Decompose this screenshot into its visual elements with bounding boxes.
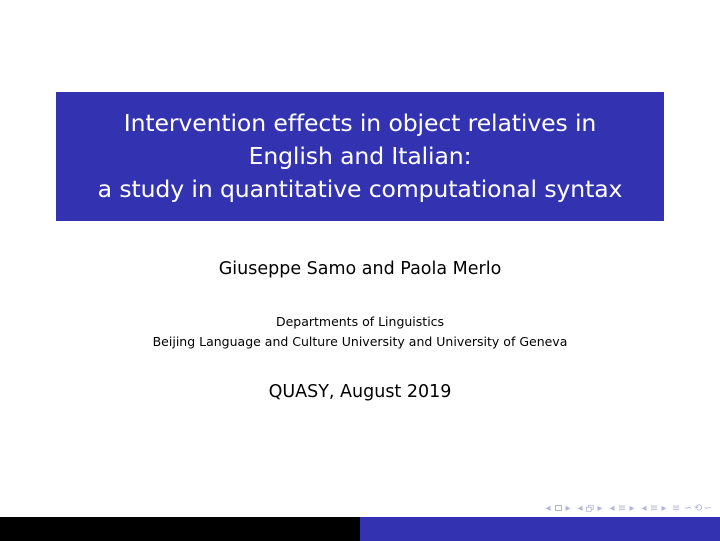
- nav-frame-icon: [586, 502, 594, 514]
- footer-bar: [0, 517, 720, 541]
- nav-search-group: [684, 502, 712, 514]
- nav-section-next-icon[interactable]: ▸: [661, 502, 667, 514]
- institute: [0, 312, 720, 352]
- nav-subsection-icon: ≡: [617, 502, 627, 514]
- institute-line-2: Beijing Language and Culture University and University of Geneva: [152, 334, 568, 349]
- date-line: QUASY, August 2019: [268, 382, 452, 402]
- nav-document-group: [672, 502, 680, 514]
- title-line-1: Intervention effects in object relatives in: [123, 109, 597, 137]
- nav-document-icon[interactable]: ≡: [671, 502, 681, 514]
- nav-back-icon[interactable]: ∽: [683, 502, 693, 514]
- nav-frame-next-icon[interactable]: ▸: [597, 502, 603, 514]
- nav-search-icon[interactable]: ⟲: [693, 502, 703, 514]
- nav-section-prev-icon[interactable]: ◂: [641, 502, 647, 514]
- nav-slide-group: [544, 502, 572, 514]
- title-line-2: English and Italian:: [248, 142, 472, 170]
- nav-frame-group: [576, 502, 604, 514]
- footer-left-segment: [0, 517, 360, 541]
- nav-forward-icon[interactable]: ∽: [703, 502, 713, 514]
- author-line: Giuseppe Samo and Paola Merlo: [218, 259, 502, 279]
- institute-line-1: Departments of Linguistics: [275, 314, 445, 329]
- nav-slide-next-icon[interactable]: ▸: [565, 502, 571, 514]
- nav-slide-prev-icon[interactable]: ◂: [545, 502, 551, 514]
- beamer-navigation-bar: [544, 499, 712, 517]
- title-line-3: a study in quantitative computational syntax: [97, 175, 623, 203]
- footer-right-segment: [360, 517, 720, 541]
- nav-slide-icon: [554, 502, 562, 514]
- nav-subsection-prev-icon[interactable]: ◂: [609, 502, 615, 514]
- title-block: [56, 92, 664, 221]
- nav-section-icon: ≡: [649, 502, 659, 514]
- nav-subsection-next-icon[interactable]: ▸: [629, 502, 635, 514]
- nav-section-group: [640, 502, 668, 514]
- frame-stack-icon: [586, 504, 594, 513]
- nav-subsection-group: [608, 502, 636, 514]
- nav-frame-prev-icon[interactable]: ◂: [577, 502, 583, 514]
